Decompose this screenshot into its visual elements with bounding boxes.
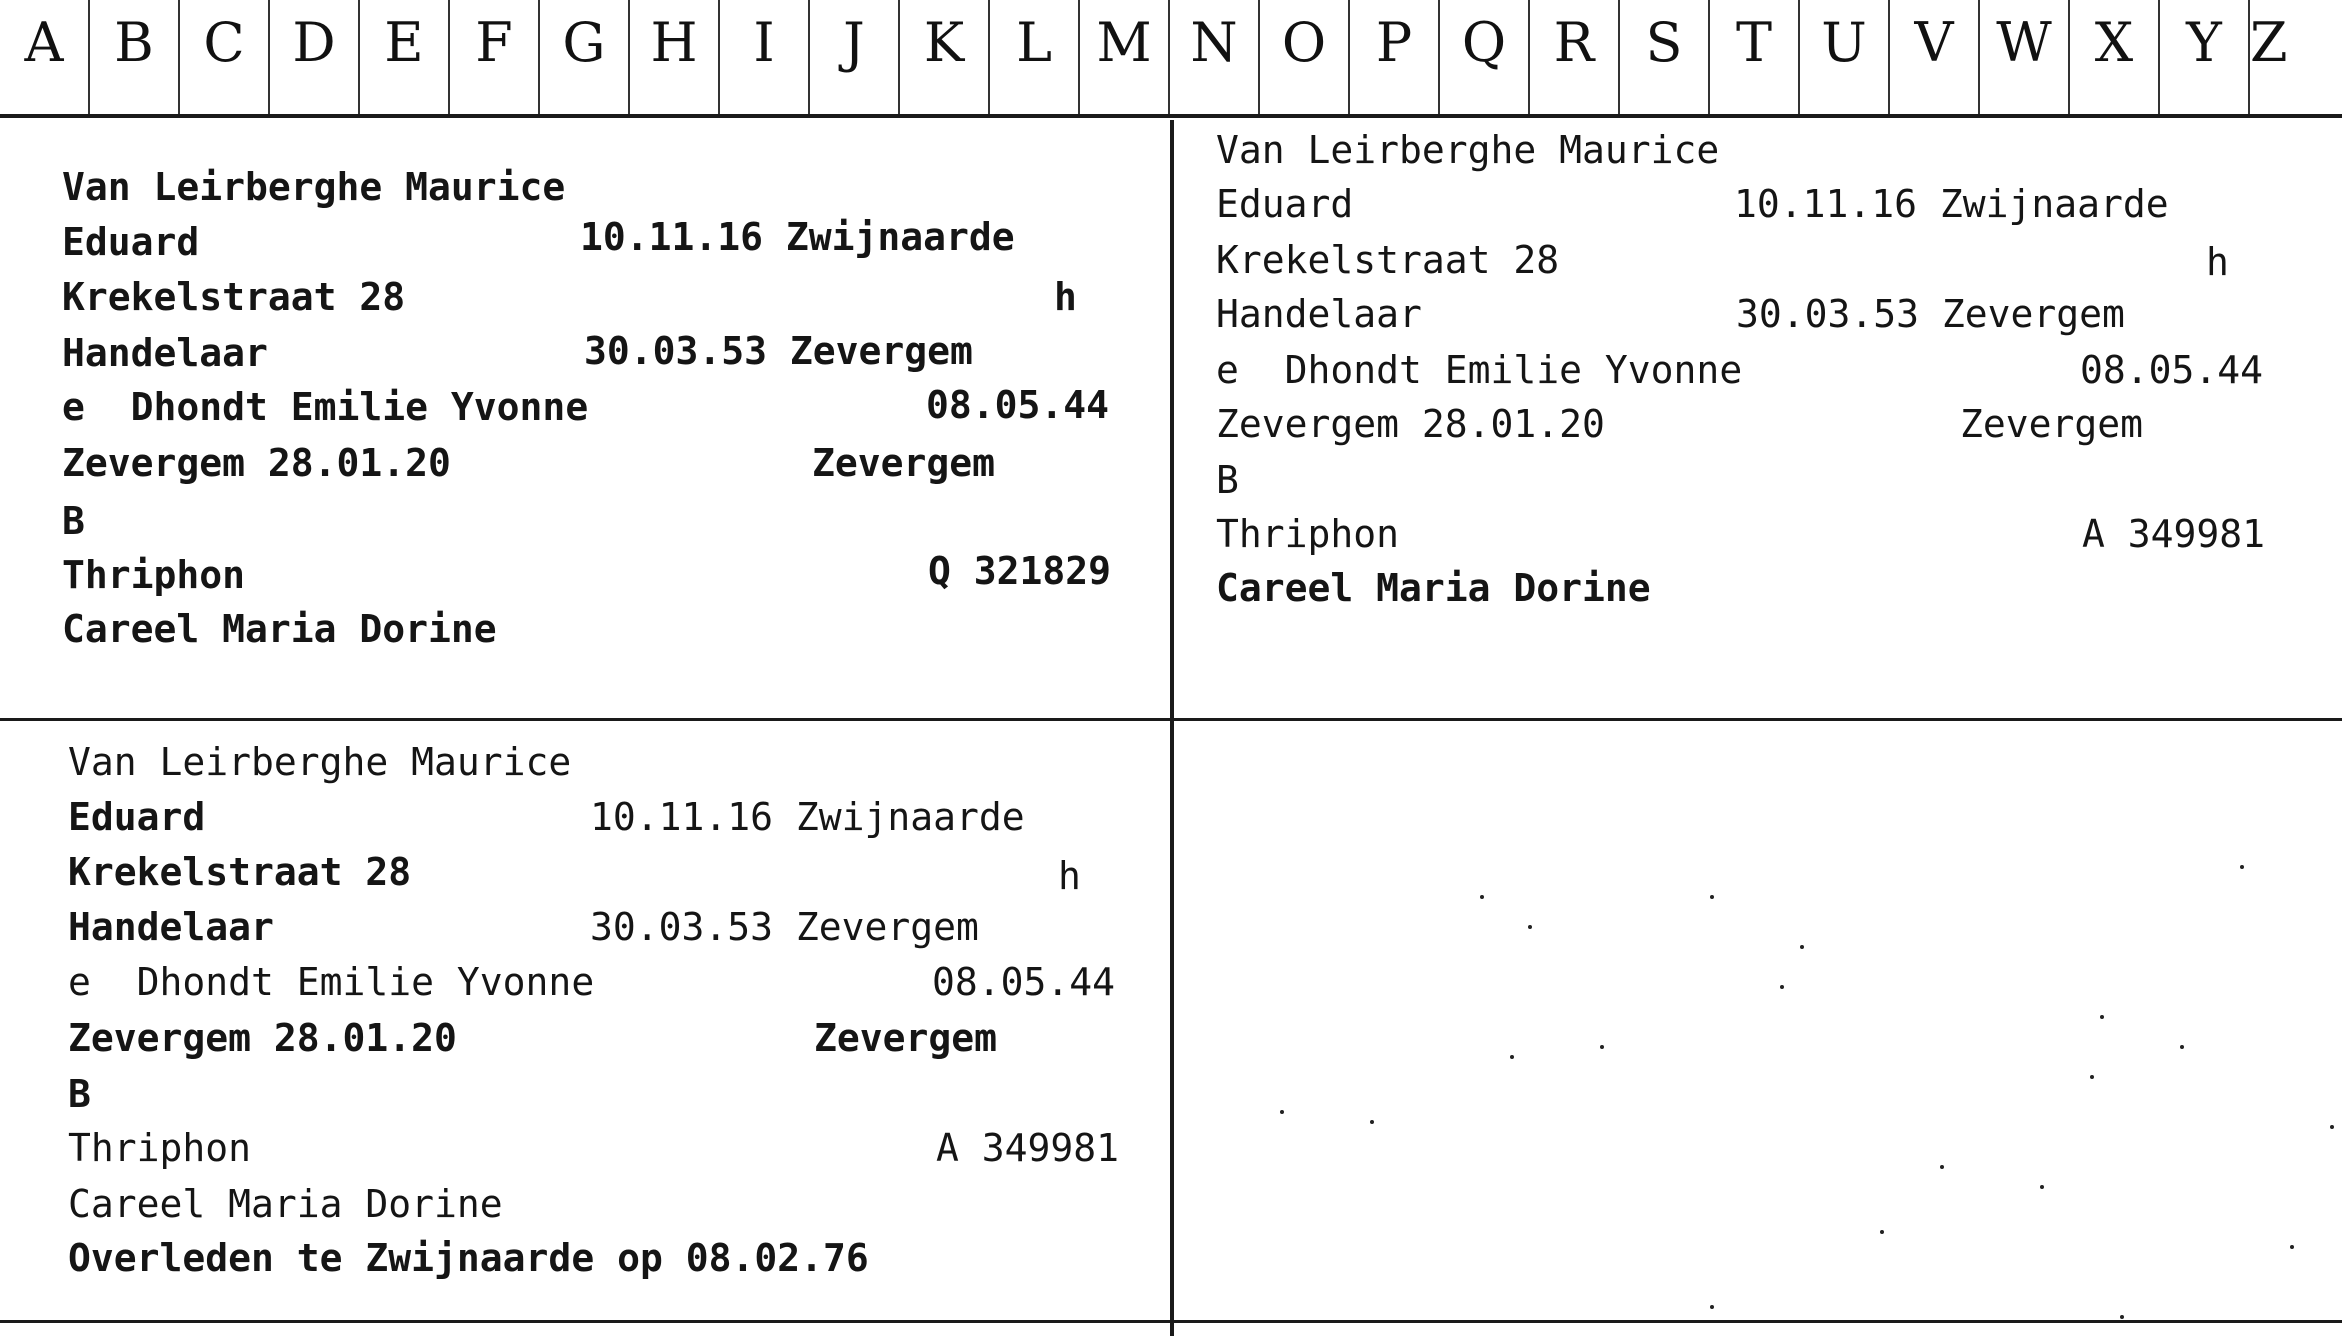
- record-card-top-right: [1216, 128, 2326, 648]
- scan-speck: [2090, 1075, 2094, 1079]
- index-letter-a: A: [0, 0, 90, 114]
- card-street: Krekelstraat 28: [68, 850, 412, 894]
- scan-speck: [2180, 1045, 2184, 1049]
- card-code: B: [1216, 458, 1239, 502]
- index-letter-d: D: [270, 0, 360, 114]
- record-card-blank: [1180, 725, 2330, 1315]
- scan-speck: [1528, 925, 1532, 929]
- index-letter-t: T: [1710, 0, 1800, 114]
- card-spouse-place: Zevergem: [812, 441, 996, 485]
- scan-speck: [1710, 895, 1714, 899]
- card-occupation: Handelaar: [1216, 292, 1422, 336]
- card-mother: Careel Maria Dorine: [62, 607, 497, 651]
- card-occupation: Handelaar: [62, 331, 268, 375]
- index-letter-k: K: [900, 0, 990, 114]
- card-code: B: [68, 1072, 91, 1116]
- scan-speck: [1800, 945, 1804, 949]
- card-street: Krekelstraat 28: [1216, 238, 1560, 282]
- card-spouse-place: Zevergem: [814, 1016, 998, 1060]
- index-letter-h: H: [630, 0, 720, 114]
- card-surname: Van Leirberghe Maurice: [68, 740, 572, 784]
- card-mark: h: [1058, 854, 1081, 898]
- card-marriage-date: 08.05.44: [2080, 348, 2264, 392]
- card-divider-bottom: [0, 1320, 2342, 1323]
- record-card-bottom-left: [68, 740, 1148, 1300]
- scan-speck: [1780, 985, 1784, 989]
- scan-speck: [2240, 865, 2244, 869]
- scan-speck: [2100, 1015, 2104, 1019]
- card-given-name: Eduard: [1216, 182, 1354, 226]
- scan-speck: [1370, 1120, 1374, 1124]
- record-card-top-left: [62, 165, 1142, 685]
- card-divider-vertical: [1170, 120, 1174, 1336]
- card-birth: 10.11.16 Zwijnaarde: [1734, 182, 2169, 226]
- card-number: A 349981: [2082, 512, 2266, 556]
- index-letter-l: L: [990, 0, 1080, 114]
- card-occupation-date: 30.03.53 Zevergem: [590, 905, 979, 949]
- scan-speck: [1880, 1230, 1884, 1234]
- index-letter-o: O: [1260, 0, 1350, 114]
- card-spouse: e Dhondt Emilie Yvonne: [1216, 348, 1743, 392]
- scan-speck: [1600, 1045, 1604, 1049]
- card-divider-horizontal: [0, 718, 2342, 721]
- scan-speck: [2120, 1315, 2124, 1319]
- index-letter-v: V: [1890, 0, 1980, 114]
- index-letter-x: X: [2070, 0, 2160, 114]
- card-given-name: Eduard: [62, 220, 200, 264]
- index-letter-g: G: [540, 0, 630, 114]
- scan-speck: [2290, 1245, 2294, 1249]
- scan-speck: [1280, 1110, 1284, 1114]
- card-birth: 10.11.16 Zwijnaarde: [590, 795, 1025, 839]
- scan-speck: [1940, 1165, 1944, 1169]
- card-occupation-date: 30.03.53 Zevergem: [1736, 292, 2125, 336]
- card-given-name: Eduard: [68, 795, 206, 839]
- scan-speck: [2330, 1125, 2334, 1129]
- card-spouse: e Dhondt Emilie Yvonne: [62, 385, 589, 429]
- card-occupation: Handelaar: [68, 905, 274, 949]
- card-father: Thriphon: [68, 1126, 252, 1170]
- index-letter-i: I: [720, 0, 810, 114]
- card-surname: Van Leirberghe Maurice: [1216, 128, 1720, 172]
- index-letter-e: E: [360, 0, 450, 114]
- card-father: Thriphon: [1216, 512, 1400, 556]
- card-spouse-birth: Zevergem 28.01.20: [1216, 402, 1605, 446]
- card-spouse-birth: Zevergem 28.01.20: [68, 1016, 457, 1060]
- card-spouse: e Dhondt Emilie Yvonne: [68, 960, 595, 1004]
- index-letter-j: J: [810, 0, 900, 114]
- card-mark: h: [2206, 240, 2229, 284]
- card-number: Q 321829: [928, 549, 1112, 593]
- index-letter-u: U: [1800, 0, 1890, 114]
- index-letter-b: B: [90, 0, 180, 114]
- card-birth: 10.11.16 Zwijnaarde: [580, 215, 1015, 259]
- card-occupation-date: 30.03.53 Zevergem: [584, 329, 973, 373]
- index-letter-q: Q: [1440, 0, 1530, 114]
- alphabet-index-strip: [0, 0, 2342, 118]
- card-father: Thriphon: [62, 553, 246, 597]
- card-spouse-place: Zevergem: [1960, 402, 2144, 446]
- card-mother: Careel Maria Dorine: [1216, 566, 1651, 610]
- card-marriage-date: 08.05.44: [926, 383, 1110, 427]
- index-letter-z: Z: [2250, 11, 2288, 74]
- scan-speck: [1710, 1305, 1714, 1309]
- card-marriage-date: 08.05.44: [932, 960, 1116, 1004]
- index-letter-m: M: [1080, 0, 1170, 114]
- index-letter-f: F: [450, 0, 540, 114]
- index-letter-r: R: [1530, 0, 1620, 114]
- index-letter-w: W: [1980, 0, 2070, 114]
- card-mother: Careel Maria Dorine: [68, 1182, 503, 1226]
- card-code: B: [62, 499, 85, 543]
- scan-speck: [1510, 1055, 1514, 1059]
- scan-speck: [1480, 895, 1484, 899]
- card-spouse-birth: Zevergem 28.01.20: [62, 441, 451, 485]
- card-mark: h: [1054, 275, 1077, 319]
- card-surname: Van Leirberghe Maurice: [62, 165, 566, 209]
- index-letter-c: C: [180, 0, 270, 114]
- index-letter-y: Y: [2160, 0, 2250, 114]
- index-letter-n: N: [1170, 0, 1260, 114]
- card-death-note: Overleden te Zwijnaarde op 08.02.76: [68, 1236, 869, 1280]
- index-letter-p: P: [1350, 0, 1440, 114]
- scan-speck: [2040, 1185, 2044, 1189]
- card-number: A 349981: [936, 1126, 1120, 1170]
- index-letter-s: S: [1620, 0, 1710, 114]
- card-street: Krekelstraat 28: [62, 275, 406, 319]
